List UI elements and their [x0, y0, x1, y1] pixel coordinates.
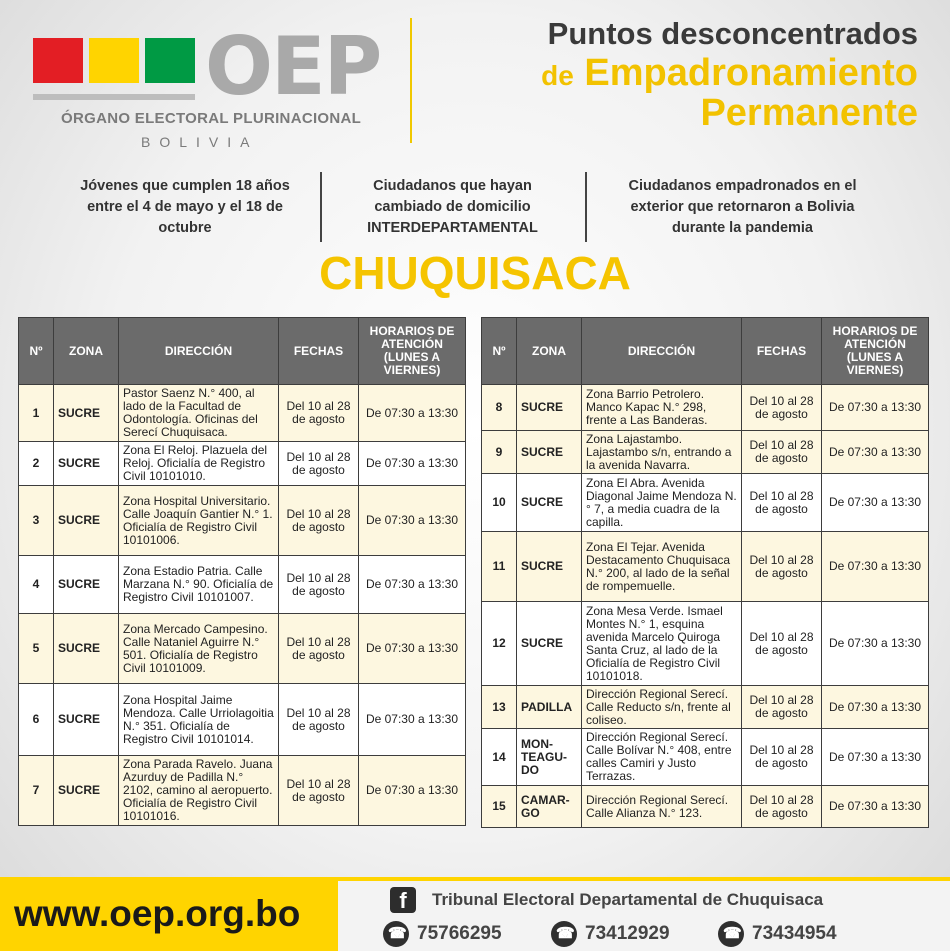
- col-header-direccion: DIRECCIÓN: [119, 318, 279, 385]
- row-num: 4: [19, 556, 54, 614]
- row-fechas: Del 10 al 28 de agosto: [742, 385, 822, 431]
- footer: [0, 877, 950, 951]
- row-zona: SUCRE: [54, 756, 119, 826]
- row-direccion: Zona El Tejar. Avenida Destacamento Chuquisaca N.° 200, al lado de la señal de rompemuelle.: [582, 532, 742, 602]
- row-zona: SUCRE: [54, 684, 119, 756]
- logo-underline: [33, 94, 195, 100]
- row-zona: PADILLA: [517, 686, 582, 729]
- row-direccion: Dirección Regional Serecí. Calle Alianza N.° 123.: [582, 786, 742, 828]
- row-zona: SUCRE: [517, 602, 582, 686]
- target-divider: [320, 172, 322, 242]
- row-direccion: Zona Mesa Verde. Ismael Montes N.° 1, esquina avenida Marcelo Quiroga Santa Cruz, al lado de la Oficialía de Registro Civil 10101018.: [582, 602, 742, 686]
- table-row: [19, 442, 466, 486]
- row-direccion: Zona El Abra. Avenida Diagonal Jaime Mendoza N.° 7, a media cuadra de la capilla.: [582, 474, 742, 532]
- col-header-fechas: FECHAS: [279, 318, 359, 385]
- col-header-num: Nº: [482, 318, 517, 385]
- red-square-icon: [33, 38, 83, 83]
- row-num: 6: [19, 684, 54, 756]
- row-zona: SUCRE: [517, 385, 582, 431]
- row-fechas: Del 10 al 28 de agosto: [742, 729, 822, 786]
- target-group-returnees: Ciudadanos empadronados en el exterior que retornaron a Bolivia durante la pandemia: [628, 178, 857, 236]
- title-line-1: Puntos desconcentrados: [547, 16, 918, 51]
- row-num: 13: [482, 686, 517, 729]
- col-header-zona: ZONA: [54, 318, 119, 385]
- row-direccion: Zona Parada Ravelo. Juana Azurduy de Padilla N.° 2102, camino al aeropuerto. Oficialía de Registro Civil 10101016.: [119, 756, 279, 826]
- row-fechas: Del 10 al 28 de agosto: [279, 684, 359, 756]
- row-horario: De 07:30 a 13:30: [822, 786, 929, 828]
- row-horario: De 07:30 a 13:30: [822, 385, 929, 431]
- row-fechas: Del 10 al 28 de agosto: [742, 474, 822, 532]
- table-row: [19, 385, 466, 442]
- col-header-fechas: FECHAS: [742, 318, 822, 385]
- phone-contact: [383, 921, 502, 947]
- col-header-horarios: HORARIOS DE ATENCIÓN (LUNES A VIERNES): [822, 318, 929, 385]
- row-horario: De 07:30 a 13:30: [822, 532, 929, 602]
- target-group-youth: Jóvenes que cumplen 18 años entre el 4 de mayo y el 18 de octubre: [80, 178, 290, 236]
- table-row: [482, 729, 929, 786]
- row-direccion: Zona Mercado Campesino. Calle Nataniel Aguirre N.° 501. Oficialía de Registro Civil 10101009.: [119, 614, 279, 684]
- header-divider: [410, 18, 412, 143]
- table-row: [482, 686, 929, 729]
- row-num: 14: [482, 729, 517, 786]
- row-direccion: Zona El Reloj. Plazuela del Reloj. Oficialía de Registro Civil 10101010.: [119, 442, 279, 486]
- row-horario: De 07:30 a 13:30: [359, 442, 466, 486]
- table-header-row: [19, 318, 466, 385]
- green-square-icon: [145, 38, 195, 83]
- row-horario: De 07:30 a 13:30: [822, 729, 929, 786]
- row-num: 9: [482, 431, 517, 474]
- row-zona: CAMAR-GO: [517, 786, 582, 828]
- row-horario: De 07:30 a 13:30: [359, 486, 466, 556]
- org-name: ÓRGANO ELECTORAL PLURINACIONAL: [61, 110, 362, 127]
- row-fechas: Del 10 al 28 de agosto: [279, 385, 359, 442]
- locations-table-left: [18, 317, 466, 826]
- row-horario: De 07:30 a 13:30: [822, 474, 929, 532]
- table-row: [482, 431, 929, 474]
- target-divider: [585, 172, 587, 242]
- col-header-horarios: HORARIOS DE ATENCIÓN (LUNES A VIERNES): [359, 318, 466, 385]
- table-header-row: [482, 318, 929, 385]
- table-row: [19, 756, 466, 826]
- row-horario: De 07:30 a 13:30: [822, 686, 929, 729]
- row-num: 5: [19, 614, 54, 684]
- table-row: [482, 474, 929, 532]
- row-zona: MON-TEAGU-DO: [517, 729, 582, 786]
- row-zona: SUCRE: [54, 614, 119, 684]
- row-num: 2: [19, 442, 54, 486]
- row-num: 1: [19, 385, 54, 442]
- row-num: 3: [19, 486, 54, 556]
- row-fechas: Del 10 al 28 de agosto: [742, 602, 822, 686]
- website-link[interactable]: www.oep.org.bo: [14, 893, 301, 934]
- phone-number: 75766295: [417, 923, 502, 945]
- oep-logo: [33, 20, 393, 162]
- row-direccion: Pastor Saenz N.° 400, al lado de la Facultad de Odontología. Oficinas del Serecí Chuquisaca.: [119, 385, 279, 442]
- whatsapp-icon: [383, 921, 409, 947]
- row-direccion: Zona Barrio Petrolero. Manco Kapac N.° 298, frente a Las Banderas.: [582, 385, 742, 431]
- row-num: 12: [482, 602, 517, 686]
- row-horario: De 07:30 a 13:30: [822, 602, 929, 686]
- row-zona: SUCRE: [517, 431, 582, 474]
- row-fechas: Del 10 al 28 de agosto: [279, 486, 359, 556]
- row-fechas: Del 10 al 28 de agosto: [279, 442, 359, 486]
- phone-contact: [718, 921, 837, 947]
- facebook-icon: f: [390, 887, 416, 913]
- table-row: [482, 602, 929, 686]
- table-row: [482, 532, 929, 602]
- row-direccion: Dirección Regional Serecí. Calle Bolívar N.° 408, entre calles Camiri y Justo Terrazas.: [582, 729, 742, 786]
- yellow-square-icon: [89, 38, 139, 83]
- row-horario: De 07:30 a 13:30: [359, 684, 466, 756]
- row-fechas: Del 10 al 28 de agosto: [279, 756, 359, 826]
- title-line-2: [541, 52, 918, 95]
- col-header-zona: ZONA: [517, 318, 582, 385]
- logo-wordmark: OEP: [205, 20, 381, 113]
- table-row: [19, 614, 466, 684]
- row-direccion: Zona Estadio Patria. Calle Marzana N.° 90. Oficialía de Registro Civil 10101007.: [119, 556, 279, 614]
- phone-number: 73412929: [585, 923, 670, 945]
- row-num: 7: [19, 756, 54, 826]
- locations-table-right: [481, 317, 929, 828]
- row-zona: SUCRE: [54, 486, 119, 556]
- row-num: 11: [482, 532, 517, 602]
- title-prefix: de: [541, 60, 574, 91]
- row-zona: SUCRE: [54, 385, 119, 442]
- row-zona: SUCRE: [517, 532, 582, 602]
- row-horario: De 07:30 a 13:30: [359, 756, 466, 826]
- row-direccion: Zona Hospital Jaime Mendoza. Calle Urriolagoitia N.° 351. Oficialía de Registro Civil 10101014.: [119, 684, 279, 756]
- whatsapp-icon: [551, 921, 577, 947]
- table-row: [19, 684, 466, 756]
- row-zona: SUCRE: [517, 474, 582, 532]
- title-line-3: Permanente: [700, 92, 918, 134]
- phone-contact: [551, 921, 670, 947]
- row-fechas: Del 10 al 28 de agosto: [742, 532, 822, 602]
- facebook-page-name: Tribunal Electoral Departamental de Chuquisaca: [432, 890, 824, 909]
- row-zona: SUCRE: [54, 442, 119, 486]
- row-num: 8: [482, 385, 517, 431]
- department-title: CHUQUISACA: [319, 247, 631, 299]
- row-num: 10: [482, 474, 517, 532]
- row-direccion: Zona Lajastambo. Lajastambo s/n, entrando a la avenida Navarra.: [582, 431, 742, 474]
- row-zona: SUCRE: [54, 556, 119, 614]
- title-main: Empadronamiento: [584, 52, 918, 94]
- table-row: [19, 556, 466, 614]
- table-row: [19, 486, 466, 556]
- row-fechas: Del 10 al 28 de agosto: [279, 614, 359, 684]
- row-num: 15: [482, 786, 517, 828]
- website-banner: [0, 881, 338, 951]
- row-fechas: Del 10 al 28 de agosto: [279, 556, 359, 614]
- row-horario: De 07:30 a 13:30: [359, 385, 466, 442]
- table-row: [482, 786, 929, 828]
- row-horario: De 07:30 a 13:30: [359, 614, 466, 684]
- col-header-num: Nº: [19, 318, 54, 385]
- row-direccion: Dirección Regional Serecí. Calle Reducto s/n, frente al coliseo.: [582, 686, 742, 729]
- target-group-domicile: Ciudadanos que hayan cambiado de domicilio INTERDEPARTAMENTAL: [367, 178, 538, 236]
- country-name: BOLIVIA: [141, 134, 259, 150]
- row-fechas: Del 10 al 28 de agosto: [742, 686, 822, 729]
- phone-number: 73434954: [752, 923, 837, 945]
- col-header-direccion: DIRECCIÓN: [582, 318, 742, 385]
- row-horario: De 07:30 a 13:30: [822, 431, 929, 474]
- row-horario: De 07:30 a 13:30: [359, 556, 466, 614]
- row-direccion: Zona Hospital Universitario. Calle Joaquín Gantier N.° 1. Oficialía de Registro Civil 10101006.: [119, 486, 279, 556]
- whatsapp-icon: [718, 921, 744, 947]
- row-fechas: Del 10 al 28 de agosto: [742, 786, 822, 828]
- table-row: [482, 385, 929, 431]
- row-fechas: Del 10 al 28 de agosto: [742, 431, 822, 474]
